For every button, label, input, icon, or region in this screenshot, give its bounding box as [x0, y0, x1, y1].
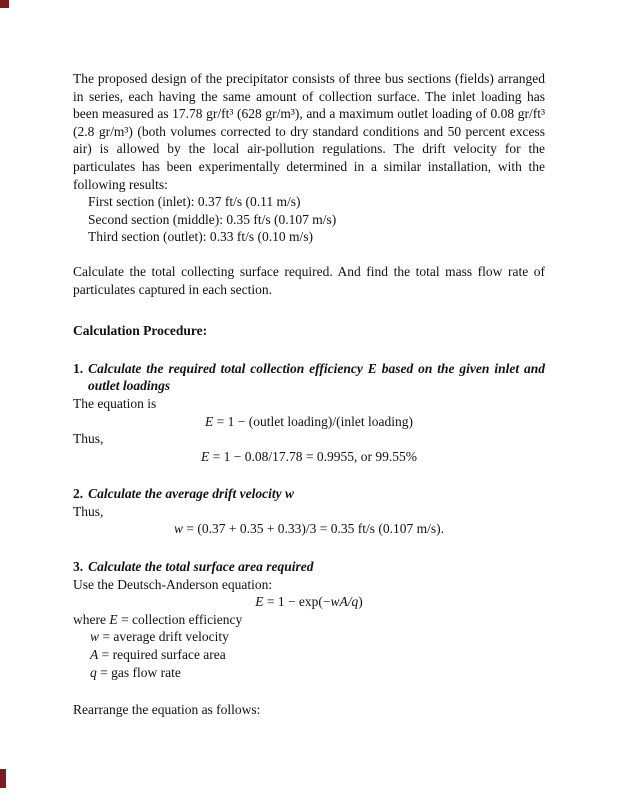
step-3-lead: Use the Deutsch-Anderson equation: — [73, 576, 273, 592]
step-2-thus: Thus, — [73, 503, 104, 519]
equation-body: = 1 − (outlet loading)/(inlet loading) — [213, 413, 413, 429]
step-2 — [73, 485, 545, 538]
equation-variables: wA/q — [330, 594, 359, 610]
where-label: where — [73, 611, 110, 627]
equation-variable: E — [201, 448, 210, 464]
step-1-equation-numeric — [73, 448, 545, 466]
variable-definition: = average drift velocity — [99, 629, 229, 645]
equation-body: = 1 − exp(− — [263, 594, 331, 610]
variable-definition: = gas flow rate — [96, 664, 181, 680]
step-3-number: 3. — [73, 559, 84, 575]
variable-definition: = collection efficiency — [117, 611, 243, 627]
rearrange-note: Rearrange the equation as follows: — [73, 702, 261, 718]
defined-variable: q — [90, 664, 97, 680]
page-content — [73, 70, 545, 719]
equation-body: = 1 − 0.08/17.78 = 0.9955, or 99.55% — [209, 448, 417, 464]
defined-variable: E — [109, 611, 118, 627]
equation-close: ) — [358, 594, 363, 610]
page-corner-mark-top — [0, 0, 9, 8]
defined-variable: A — [90, 647, 99, 663]
page-corner-mark-bottom — [0, 769, 6, 788]
step-2-number: 2. — [73, 486, 84, 502]
defined-variable: w — [90, 629, 100, 645]
step-2-title — [73, 485, 545, 503]
equation-variable: E — [205, 413, 214, 429]
procedure-heading: Calculation Procedure: — [73, 323, 208, 339]
drift-velocity-results — [73, 193, 545, 246]
step-2-title-text: Calculate the average drift velocity w — [88, 486, 294, 502]
deutsch-anderson-equation — [73, 593, 545, 611]
equation-variable: E — [255, 594, 264, 610]
equation-body: = (0.37 + 0.35 + 0.33)/3 = 0.35 ft/s (0.107 m/s). — [182, 521, 445, 537]
step-1-equation-symbolic — [73, 413, 545, 431]
step-2-equation — [73, 520, 545, 538]
step-1-lead: The equation is — [73, 395, 157, 411]
step-1-title-text: Calculate the required total collection efficiency E based on the given inlet and outlet loadings — [88, 360, 545, 394]
equation-variable: w — [173, 521, 183, 537]
problem-statement: The proposed design of the precipitator consists of three bus sections (fields) arranged in series, each having the same amount of collection surface. The inlet loading has been measured as 17.78 gr/ft³ (628 gr/m³), and a maximum outlet loading of 0.08 gr/ft³ (2.8 gr/m³) (both volumes corrected to dry standard conditions and 50 percent excess air) is allowed by the local air-pollution regulations. The drift velocity for the particulates has been experimentally determined in a similar installation, with the following results: — [73, 71, 545, 192]
variable-definition: = required surface area — [98, 647, 226, 663]
step-3-title-text: Calculate the total surface area required — [88, 559, 314, 575]
variable-definition-line — [73, 646, 545, 664]
variable-definitions — [73, 611, 545, 681]
step-1-number: 1. — [73, 360, 84, 376]
task-statement: Calculate the total collecting surface required. And find the total mass flow rate of particulates captured in each section. — [73, 263, 545, 297]
step-1-title — [73, 360, 545, 395]
variable-definition-line — [73, 611, 545, 629]
drift-result-line: Third section (outlet): 0.33 ft/s (0.10 m/s) — [88, 229, 313, 245]
step-1 — [73, 360, 545, 466]
drift-result-line: First section (inlet): 0.37 ft/s (0.11 m/s) — [88, 194, 301, 210]
step-3-title — [73, 558, 545, 576]
step-3 — [73, 558, 545, 681]
step-1-thus: Thus, — [73, 431, 104, 447]
drift-result-line: Second section (middle): 0.35 ft/s (0.107 m/s) — [88, 211, 337, 227]
variable-definition-line — [73, 628, 545, 646]
variable-definition-line — [73, 664, 545, 682]
